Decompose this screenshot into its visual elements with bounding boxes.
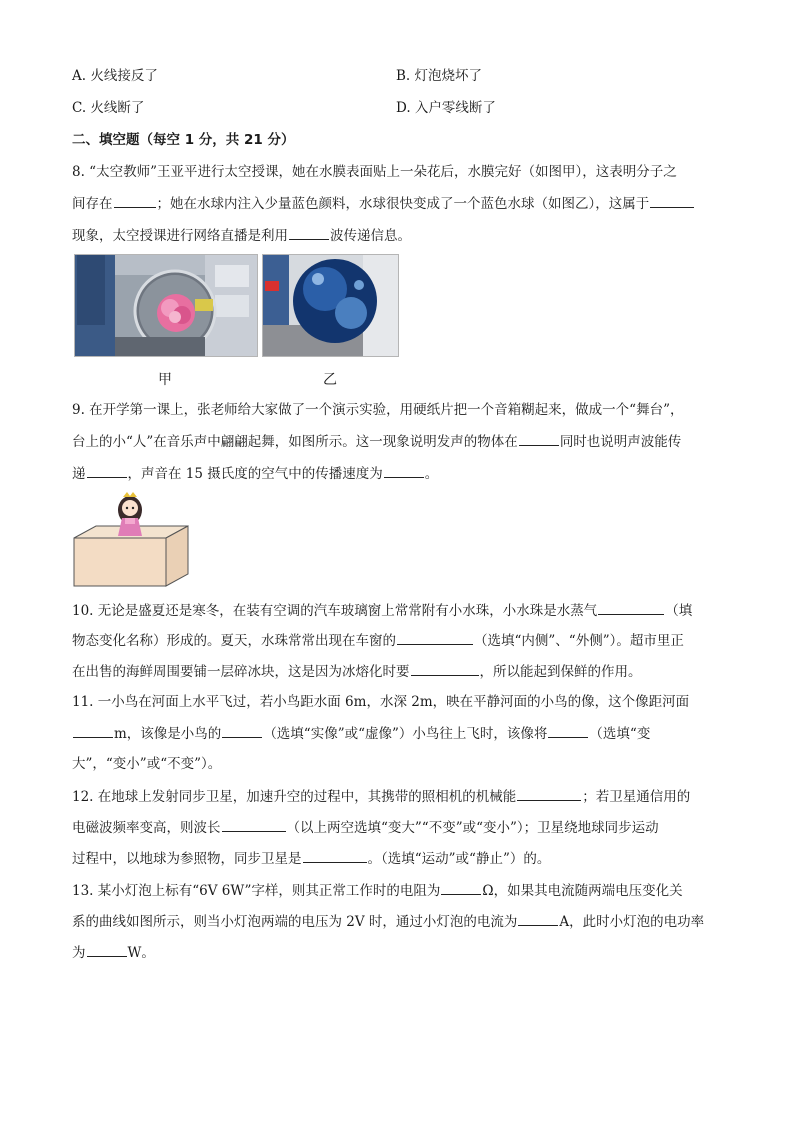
option-d: D. 入户零线断了 — [396, 100, 496, 116]
q8-line-1: 8. “太空教师”王亚平进行太空授课，她在水膜表面贴上一朵花后，水膜完好（如图甲），这表明分子之 — [72, 164, 677, 180]
q9-line-2: 台上的小“人”在音乐声中翩翩起舞，如图所示。这一现象说明发声的物体在 同时也说明声波能传 — [72, 431, 681, 452]
answer-blank — [650, 193, 694, 208]
answer-blank — [222, 723, 262, 738]
answer-blank — [517, 786, 581, 801]
answer-blank — [397, 630, 473, 645]
q13-line-2: 系的曲线如图所示，则当小灯泡两端的电压为 2V 时，通过小灯泡的电流为 A，此时小灯泡的电功率 — [72, 911, 704, 932]
q11-line-3: 大”，“变小”或“不变”）。 — [72, 756, 222, 772]
answer-blank — [87, 942, 127, 957]
answer-blank — [384, 463, 424, 478]
q9-line-3: 递 ，声音在 15 摄氏度的空气中的传播速度为 。 — [72, 463, 438, 484]
q9-line-1: 9. 在开学第一课上，张老师给大家做了一个演示实验，用硬纸片把一个音箱糊起来，做成一个“舞台”， — [72, 402, 684, 418]
option-b: B. 灯泡烧坏了 — [396, 68, 483, 84]
answer-blank — [598, 600, 664, 615]
answer-blank — [411, 661, 479, 676]
answer-blank — [73, 723, 113, 738]
option-a: A. 火线接反了 — [72, 68, 158, 84]
answer-blank — [289, 225, 329, 240]
answer-blank — [518, 911, 558, 926]
q13-line-3: 为 W。 — [72, 942, 155, 963]
q11-line-2: m，该像是小鸟的 （选填“实像”或“虚像”）小鸟往上飞时，该像将 （选填“变 — [72, 723, 650, 744]
option-c: C. 火线断了 — [72, 100, 145, 116]
photo-jia — [74, 254, 258, 357]
answer-blank — [441, 880, 481, 895]
answer-blank — [87, 463, 127, 478]
photo-yi — [262, 254, 399, 357]
q13-line-1: 13. 某小灯泡上标有“6V 6W”字样，则其正常工作时的电阻为 Ω，如果其电流随两端电压变化关 — [72, 880, 683, 901]
q12-line-3: 过程中，以地球为参照物，同步卫星是 。（选填“运动”或“静止”）的。 — [72, 848, 550, 869]
section-title: 二、填空题（每空 1 分，共 21 分） — [72, 132, 295, 148]
q8-line-3: 现象，太空授课进行网络直播是利用 波传递信息。 — [72, 225, 411, 246]
caption-yi: 乙 — [323, 372, 337, 388]
stage-figure — [72, 490, 190, 588]
answer-blank — [114, 193, 156, 208]
q12-line-2: 电磁波频率变高，则波长 （以上两空选填“变大”“不变”或“变小”）；卫星绕地球同步运动 — [72, 817, 659, 838]
answer-blank — [222, 817, 286, 832]
q10-line-1: 10. 无论是盛夏还是寒冬，在装有空调的汽车玻璃窗上常常附有小水珠，小水珠是水蒸气 （填 — [72, 600, 692, 621]
answer-blank — [303, 848, 367, 863]
answer-blank — [519, 431, 559, 446]
answer-blank — [548, 723, 588, 738]
q10-line-2: 物态变化名称）形成的。夏天，水珠常常出现在车窗的 （选填“内侧”、“外侧”）。超市里正 — [72, 630, 684, 651]
caption-jia: 甲 — [158, 372, 172, 388]
q11-line-1: 11. 一小鸟在河面上水平飞过，若小鸟距水面 6m，水深 2m，映在平静河面的小鸟的像，这个像距河面 — [72, 694, 690, 710]
q8-line-2: 间存在 ；她在水球内注入少量蓝色颜料，水球很快变成了一个蓝色水球（如图乙），这属于 — [72, 193, 695, 214]
q12-line-1: 12. 在地球上发射同步卫星，加速升空的过程中，其携带的照相机的机械能 ；若卫星通信用的 — [72, 786, 690, 807]
q10-line-3: 在出售的海鲜周围要铺一层碎冰块，这是因为冰熔化时要 ，所以能起到保鲜的作用。 — [72, 661, 642, 682]
